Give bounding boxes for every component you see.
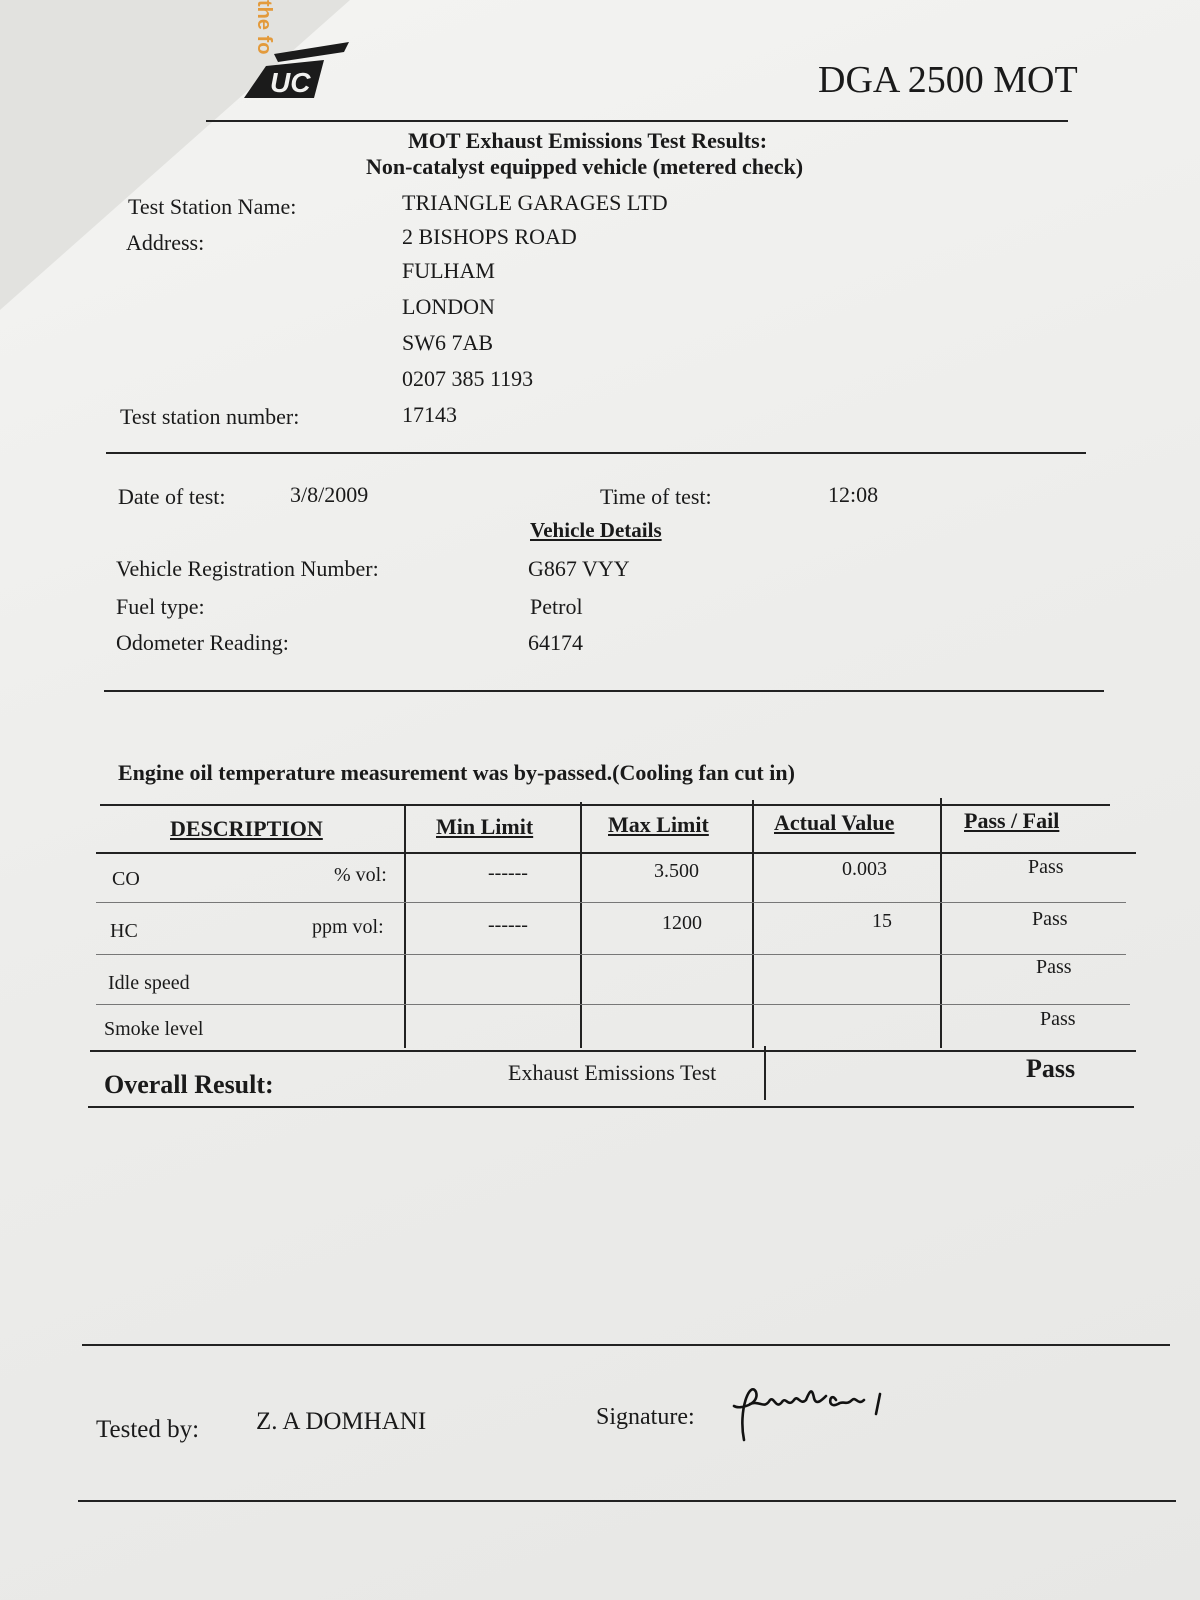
row-divider <box>96 902 1126 903</box>
row-min: ------ <box>488 862 528 884</box>
divider <box>78 1500 1176 1502</box>
header-actual-value: Actual Value <box>774 810 895 835</box>
header-description: DESCRIPTION <box>170 816 323 841</box>
bypass-note: Engine oil temperature measurement was by-passed.(Cooling fan cut in) <box>118 760 795 785</box>
row-result: Pass <box>1040 1008 1076 1030</box>
divider <box>104 690 1104 692</box>
row-description: HC <box>110 920 138 942</box>
col-divider <box>752 800 754 1048</box>
header-pass-fail: Pass / Fail <box>964 808 1060 833</box>
registration-label: Vehicle Registration Number: <box>116 556 379 581</box>
address-line: 0207 385 1193 <box>402 366 534 391</box>
handwritten-signature <box>730 1370 900 1450</box>
col-divider <box>404 804 406 1048</box>
address-line: FULHAM <box>402 258 495 283</box>
row-result: Pass <box>1032 908 1068 930</box>
row-min: ------ <box>488 914 528 936</box>
signature-label: Signature: <box>596 1404 695 1430</box>
table-bottom-border <box>90 1050 1136 1052</box>
corner-text: the fo <box>253 0 275 55</box>
row-result: Pass <box>1036 956 1072 978</box>
address-line: 2 BISHOPS ROAD <box>402 224 577 249</box>
overall-test-name: Exhaust Emissions Test <box>508 1060 717 1085</box>
tester-name: Z. A DOMHANI <box>256 1408 427 1435</box>
station-name-label: Test Station Name: <box>128 194 297 219</box>
test-time: 12:08 <box>828 482 879 507</box>
date-label: Date of test: <box>118 484 226 509</box>
row-description: Smoke level <box>104 1018 204 1040</box>
station-number: 17143 <box>402 402 457 427</box>
col-divider <box>580 802 582 1048</box>
row-description: CO <box>112 868 140 890</box>
time-label: Time of test: <box>600 484 712 509</box>
overall-result: Pass <box>1026 1054 1076 1083</box>
company-logo <box>244 42 354 104</box>
address-label: Address: <box>126 230 205 255</box>
odometer-label: Odometer Reading: <box>116 630 289 655</box>
row-divider <box>96 1004 1130 1005</box>
header-min-limit: Min Limit <box>436 814 534 839</box>
row-unit: ppm vol: <box>312 916 384 938</box>
header-max-limit: Max Limit <box>608 812 709 837</box>
row-unit: % vol: <box>334 864 387 886</box>
station-number-label: Test station number: <box>120 404 300 429</box>
divider <box>206 120 1068 122</box>
heading-line-1: MOT Exhaust Emissions Test Results: <box>408 128 768 153</box>
overall-divider <box>88 1106 1134 1108</box>
address-line: SW6 7AB <box>402 330 494 355</box>
header-divider <box>96 852 1136 854</box>
col-divider <box>764 1046 766 1100</box>
odometer-reading: 64174 <box>528 630 583 655</box>
row-result: Pass <box>1028 856 1064 878</box>
svg-text:UC: UC <box>270 67 311 98</box>
row-actual: 15 <box>872 910 892 932</box>
col-divider <box>940 798 942 1048</box>
tested-by-label: Tested by: <box>96 1416 200 1443</box>
address-line: LONDON <box>402 294 495 319</box>
station-name: TRIANGLE GARAGES LTD <box>402 190 668 215</box>
heading-line-2: Non-catalyst equipped vehicle (metered check) <box>366 154 804 179</box>
results-table <box>96 806 1136 1126</box>
document-title: DGA 2500 MOT <box>818 59 1078 101</box>
row-actual: 0.003 <box>842 858 887 880</box>
divider <box>82 1344 1170 1346</box>
row-max: 3.500 <box>654 860 699 882</box>
divider <box>106 452 1086 454</box>
vehicle-details-title: Vehicle Details <box>530 518 662 542</box>
row-max: 1200 <box>662 912 702 934</box>
registration-number: G867 VYY <box>528 556 630 581</box>
fuel-type: Petrol <box>530 594 583 619</box>
row-divider <box>96 954 1126 955</box>
overall-result-label: Overall Result: <box>104 1070 274 1099</box>
test-date: 3/8/2009 <box>290 482 369 507</box>
row-description: Idle speed <box>108 972 190 994</box>
fuel-label: Fuel type: <box>116 594 205 619</box>
